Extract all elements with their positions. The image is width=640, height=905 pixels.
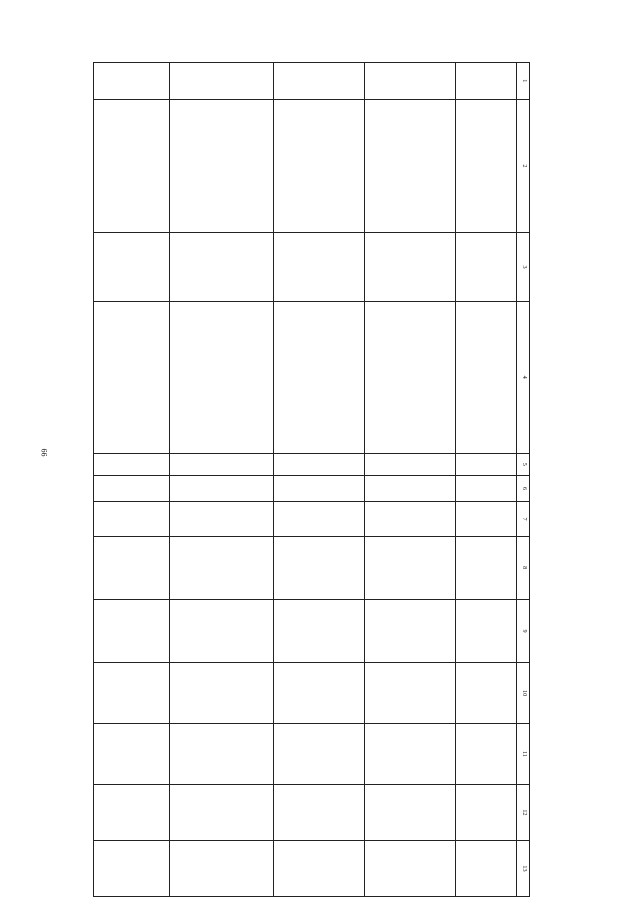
table-cell [456, 599, 517, 662]
table-row [170, 63, 274, 897]
table-cell [170, 475, 274, 502]
table-cell [456, 840, 517, 896]
table-cell [456, 663, 517, 724]
table-cell [365, 453, 456, 475]
table-cell [94, 502, 170, 536]
table-header-row [517, 63, 530, 897]
table-cell [170, 233, 274, 301]
table-row [274, 63, 365, 897]
table-cell [274, 599, 365, 662]
table-cell [274, 784, 365, 840]
table-cell [170, 536, 274, 599]
table-row [365, 63, 456, 897]
table-cell [456, 301, 517, 453]
column-header-7: 7 [517, 502, 530, 536]
column-header-2: 2 [517, 99, 530, 233]
table-cell [170, 663, 274, 724]
table-cell [456, 784, 517, 840]
column-header-4: 4 [517, 301, 530, 453]
table-cell [170, 99, 274, 233]
table-cell [365, 599, 456, 662]
table-cell [365, 784, 456, 840]
table-cell [274, 233, 365, 301]
table-cell [94, 784, 170, 840]
budget-table [93, 62, 530, 897]
table-cell [456, 453, 517, 475]
table-cell [365, 502, 456, 536]
table-cell [94, 233, 170, 301]
table-cell [365, 536, 456, 599]
column-header-13: 13 [517, 840, 530, 896]
column-header-8: 8 [517, 536, 530, 599]
page-number: 66 [39, 448, 49, 457]
table-cell [365, 840, 456, 896]
column-header-1: 1 [517, 63, 530, 100]
column-header-3: 3 [517, 233, 530, 301]
column-header-9: 9 [517, 599, 530, 662]
table-cell [170, 599, 274, 662]
column-header-12: 12 [517, 784, 530, 840]
table-cell [274, 453, 365, 475]
table-cell [94, 599, 170, 662]
table-cell [94, 724, 170, 785]
table-cell [94, 453, 170, 475]
table-cell [274, 663, 365, 724]
column-header-11: 11 [517, 724, 530, 785]
table-cell [456, 536, 517, 599]
table-cell [365, 724, 456, 785]
table-cell [274, 475, 365, 502]
table-cell [94, 99, 170, 233]
table-cell [274, 99, 365, 233]
table-row [456, 63, 517, 897]
table-cell [456, 724, 517, 785]
table-cell [456, 63, 517, 100]
table-cell [365, 233, 456, 301]
rotated-table-wrapper [110, 62, 530, 897]
table-cell [456, 233, 517, 301]
table-cell [274, 840, 365, 896]
table-cell [365, 475, 456, 502]
table-cell [365, 663, 456, 724]
table-cell [274, 502, 365, 536]
table-cell [456, 99, 517, 233]
table-cell [94, 475, 170, 502]
table-cell [274, 724, 365, 785]
column-header-10: 10 [517, 663, 530, 724]
column-header-6: 6 [517, 475, 530, 502]
table-cell [94, 301, 170, 453]
table-cell [170, 502, 274, 536]
table-cell [456, 475, 517, 502]
rotated-table-stage [110, 62, 530, 897]
table-cell [170, 63, 274, 100]
table-cell [94, 536, 170, 599]
table-cell [170, 840, 274, 896]
table-cell [274, 63, 365, 100]
table-cell [274, 301, 365, 453]
table-cell [170, 453, 274, 475]
table-cell [365, 99, 456, 233]
table-cell [94, 63, 170, 100]
table-cell [170, 784, 274, 840]
table-row [94, 63, 170, 897]
column-header-5: 5 [517, 453, 530, 475]
table-cell [365, 63, 456, 100]
table-cell [274, 536, 365, 599]
table-cell [170, 301, 274, 453]
table-cell [170, 724, 274, 785]
table-cell [94, 663, 170, 724]
table-cell [94, 840, 170, 896]
table-cell [365, 301, 456, 453]
table-cell [456, 502, 517, 536]
